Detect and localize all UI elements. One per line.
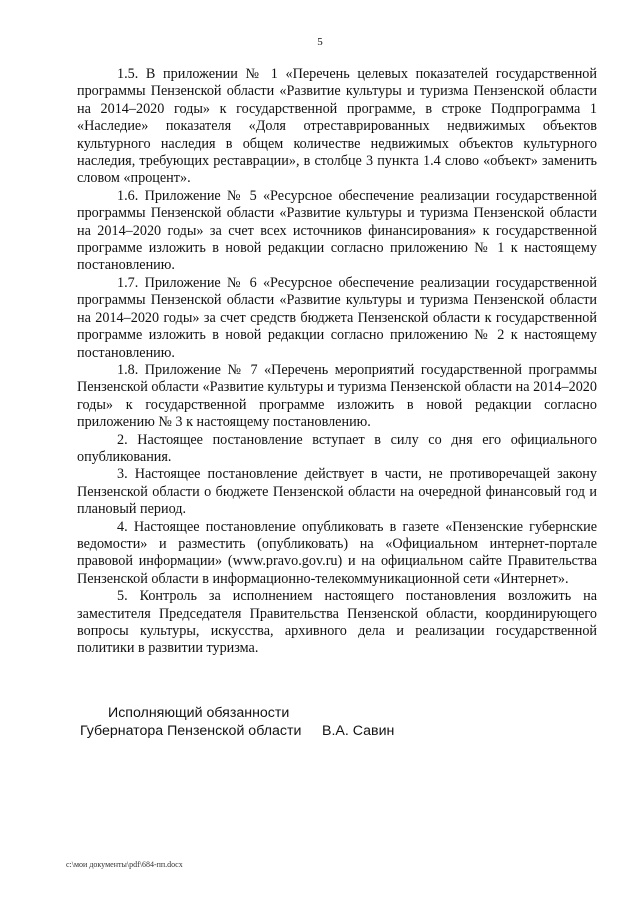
- paragraph-5: 5. Контроль за исполнением настоящего постановления возложить на заместителя Председателя Правительства Пензенской области, координирующего вопросы культуры, искусства, архивного дела и реализации государственной политики в развитии туризма.: [77, 588, 597, 657]
- paragraph-3: 3. Настоящее постановление действует в части, не противоречащей закону Пензенской области о бюджете Пензенской области на очередной финансовый год и плановый период.: [77, 466, 597, 518]
- paragraph-1-5: 1.5. В приложении № 1 «Перечень целевых показателей государственной программы Пензенской области «Развитие культуры и туризма Пензенской области на 2014–2020 годы» к государственной программе, в строке Подпрограмма 1 «Наследие» показателя «Доля отреставрированных недвижимых объектов культурного наследия в общем количестве недвижимых объектов культурного наследия, требующих реставрации», в столбце 3 пункта 1.4 слово «объект» заменить словом «процент».: [77, 66, 597, 187]
- paragraph-1-8: 1.8. Приложение № 7 «Перечень мероприятий государственной программы Пензенской области «Развитие культуры и туризма Пензенской области на 2014–2020 годы» к государственной программе изложить в новой редакции согласно приложению № 3 к настоящему постановлению.: [77, 361, 597, 431]
- signature-name: В.А. Савин: [322, 723, 395, 739]
- document-body: [77, 66, 597, 658]
- paragraph-4: 4. Настоящее постановление опубликовать в газете «Пензенские губернские ведомости» и разместить (опубликовать) на «Официальном интернет-портале правовой информации» (www.pravo.gov.ru) и на официальном сайте Правительства Пензенской области в информационно-телекоммуникационной сети «Интернет».: [77, 518, 597, 587]
- footer-file-path: c:\мои документы\pdf\684-пп.docx: [66, 860, 183, 869]
- paragraph-1-7: 1.7. Приложение № 6 «Ресурсное обеспечение реализации государственной программы Пензенской области «Развитие культуры и туризма Пензенской области на 2014–2020 годы» за счет средств бюджета Пензенской области к государственной программе изложить в новой редакции согласно приложению № 2 к настоящему постановлению.: [77, 274, 597, 361]
- paragraph-1-6: 1.6. Приложение № 5 «Ресурсное обеспечение реализации государственной программы Пензенской области «Развитие культуры и туризма Пензенской области на 2014–2020 годы» за счет всех источников финансирования» к государственной программе изложить в новой редакции согласно приложению № 1 к настоящему постановлению.: [77, 187, 597, 274]
- signature-position-line1: Исполняющий обязанности: [108, 705, 290, 721]
- signature-position-line2: Губернатора Пензенской области: [80, 723, 302, 739]
- page-number: 5: [317, 36, 323, 48]
- paragraph-2: 2. Настоящее постановление вступает в силу со дня его официального опубликования.: [77, 431, 597, 465]
